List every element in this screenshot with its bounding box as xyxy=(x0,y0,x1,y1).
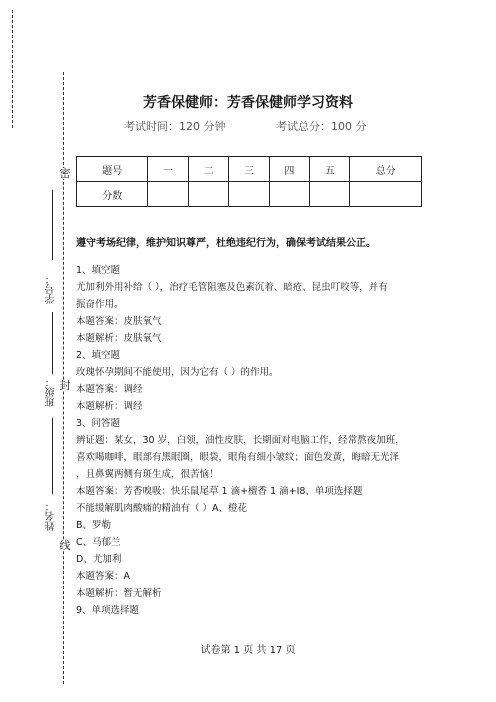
answer-line: 本题答案：芳香嗅吸：快乐鼠尾草 1 滴+檀香 1 滴+I8、单项选择题 xyxy=(76,486,363,497)
score-header-cell: 四 xyxy=(269,157,309,182)
question-heading: 1、填空题 xyxy=(76,265,121,276)
question-text: 尤加利外用补给（ ），治疗毛管阻塞及色素沉着、暗疮、昆虫叮咬等，并有 xyxy=(76,282,388,293)
question-text: 辨证题：某女，30 岁，白领，油性皮肤，长期面对电脑工作，经常熬夜加班， xyxy=(76,435,405,446)
name-blank xyxy=(52,418,53,494)
answer-line: 本题答案：调经 xyxy=(76,384,143,395)
question-text: ，且鼻翼两侧有斑生成，很苦恼！ xyxy=(76,469,219,480)
page-footer: 试卷第 1 页 共 17 页 xyxy=(200,645,296,656)
score-table-header-row xyxy=(77,157,422,182)
score-table-score-row xyxy=(77,182,422,207)
explanation-line: 本题解析：暂无解析 xyxy=(76,588,162,599)
question-text: 喜欢喝咖啡，眼部有黑眼圈，眼袋，眼角有细小皱纹；面色发黄，晦暗无光泽 xyxy=(76,452,400,463)
exam-notice: 遵守考场纪律，维护知识尊严，杜绝违纪行为，确保考试结果公正。 xyxy=(76,238,376,249)
page-title: 芳香保健师：芳香保健师学习资料 xyxy=(143,95,353,111)
question-text: 玫瑰怀孕期间不能使用，因为它有（ ）的作用。 xyxy=(76,367,279,378)
student-id-blank xyxy=(52,190,53,260)
seal-label-xian: 线 xyxy=(59,539,71,552)
option-line: B、罗勒 xyxy=(76,520,112,531)
question-heading: 2、填空题 xyxy=(76,350,121,361)
score-cell xyxy=(148,182,188,207)
question-text: 振奋作用。 xyxy=(76,299,124,310)
score-header-cell: 二 xyxy=(188,157,228,182)
student-id-field-label: 学号： xyxy=(46,274,57,304)
exam-total-score: 考试总分：100 分 xyxy=(276,120,367,133)
binding-dashed-line-inner xyxy=(63,72,64,684)
question-list xyxy=(76,262,426,619)
answer-line: 本题答案：A xyxy=(76,571,130,582)
question-heading: 9、单项选择题 xyxy=(76,605,140,616)
option-line: D、尤加利 xyxy=(76,554,122,565)
option-line: C、马郁兰 xyxy=(76,537,121,548)
score-header-cell: 一 xyxy=(148,157,188,182)
exam-time: 考试时间：120 分钟 xyxy=(124,120,226,133)
score-header-cell: 三 xyxy=(229,157,269,182)
score-cell xyxy=(350,182,422,207)
class-field-label: 班级： xyxy=(46,377,57,407)
explanation-line: 本题解析：皮肤氧气 xyxy=(76,333,162,344)
score-table xyxy=(76,156,422,207)
explanation-line: 本题解析：调经 xyxy=(76,401,143,412)
score-cell xyxy=(269,182,309,207)
score-row-label: 分数 xyxy=(77,182,148,207)
name-field-label: 姓名： xyxy=(46,501,57,531)
score-cell xyxy=(310,182,350,207)
score-cell xyxy=(229,182,269,207)
score-header-cell: 总分 xyxy=(350,157,422,182)
answer-line: 本题答案：皮肤氧气 xyxy=(76,316,162,327)
score-cell xyxy=(188,182,228,207)
seal-label-mi: 密 xyxy=(59,167,71,180)
class-blank xyxy=(52,312,53,374)
question-heading: 3、问答题 xyxy=(76,418,121,429)
seal-label-feng: 封 xyxy=(59,379,71,392)
score-header-cell: 题号 xyxy=(77,157,148,182)
question-text: 不能缓解肌肉酸痛的精油有（ ）A、橙花 xyxy=(76,503,248,514)
score-header-cell: 五 xyxy=(310,157,350,182)
